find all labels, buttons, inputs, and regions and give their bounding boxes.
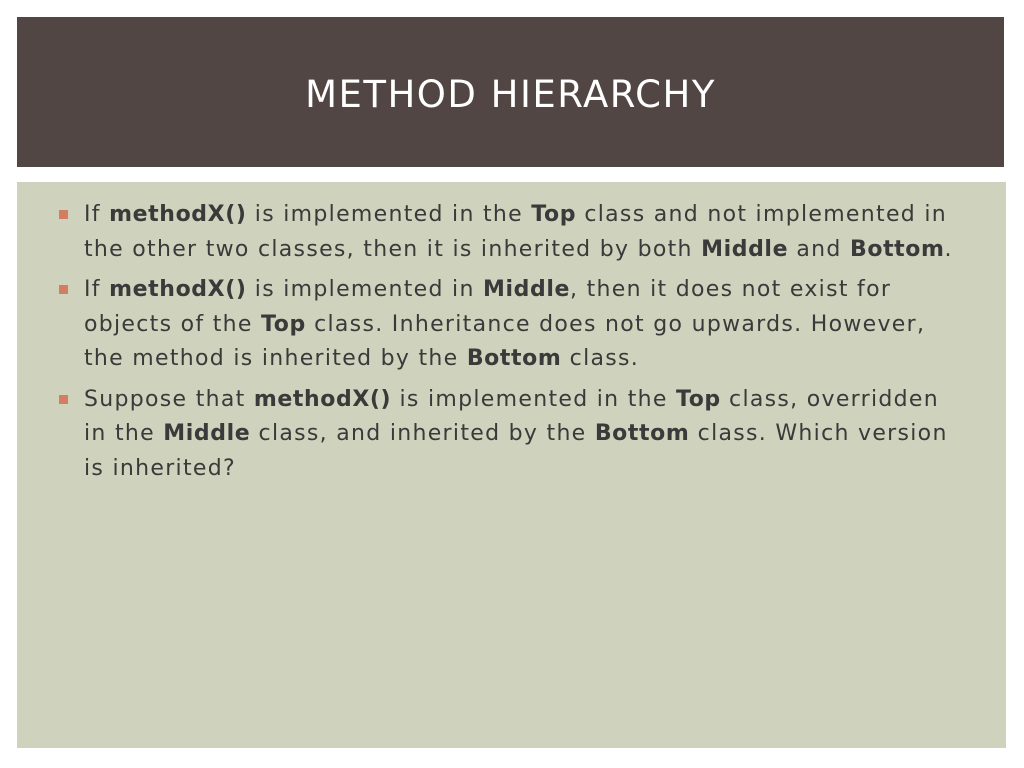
keyword-text: Bottom	[594, 421, 690, 446]
bullet-text: and	[788, 236, 850, 262]
bullet-text: class, overridden in the	[84, 386, 939, 446]
keyword-text: Middle	[483, 277, 570, 302]
keyword-text: methodX()	[253, 386, 392, 412]
title-bar	[17, 17, 1004, 167]
keyword-text: Middle	[701, 236, 789, 262]
bullet-text: , then it does not exist for objects of the	[84, 277, 892, 337]
square-bullet-icon	[59, 395, 68, 404]
square-bullet-icon	[59, 285, 68, 294]
keyword-text: Top	[261, 311, 306, 337]
bullet-text: is implemented in the	[246, 202, 532, 227]
bullet-text: Suppose that	[84, 386, 254, 412]
bullet-text: .	[944, 236, 953, 262]
keyword-text: Bottom	[849, 236, 945, 262]
bullet-item	[59, 383, 959, 487]
bullet-text: class.	[561, 346, 640, 371]
square-bullet-icon	[59, 210, 68, 219]
bullet-item	[59, 273, 959, 377]
bullet-text: class. Inheritance does not go upwards. However, the method is inherited by the	[84, 311, 926, 371]
bullet-text: If	[84, 202, 110, 227]
slide-title: METHOD HIERARCHY	[305, 72, 716, 116]
keyword-text: methodX()	[109, 277, 247, 302]
bullet-text: If	[84, 277, 110, 302]
bullet-text: class and not implemented in the other two classes, then it is inherited by both	[84, 202, 947, 262]
bullet-text: class, and inherited by the	[250, 421, 595, 446]
bullet-text: is implemented in the	[391, 386, 677, 412]
bullet-text: class. Which version is inherited?	[84, 421, 948, 481]
keyword-text: Bottom	[466, 346, 562, 371]
keyword-text: methodX()	[109, 202, 247, 227]
bullet-list	[59, 198, 959, 492]
keyword-text: Middle	[163, 421, 251, 446]
bullet-item	[59, 198, 959, 267]
keyword-text: Top	[676, 386, 721, 412]
bullet-text: is implemented in	[246, 277, 483, 302]
content-area	[17, 182, 1006, 748]
keyword-text: Top	[531, 202, 577, 227]
